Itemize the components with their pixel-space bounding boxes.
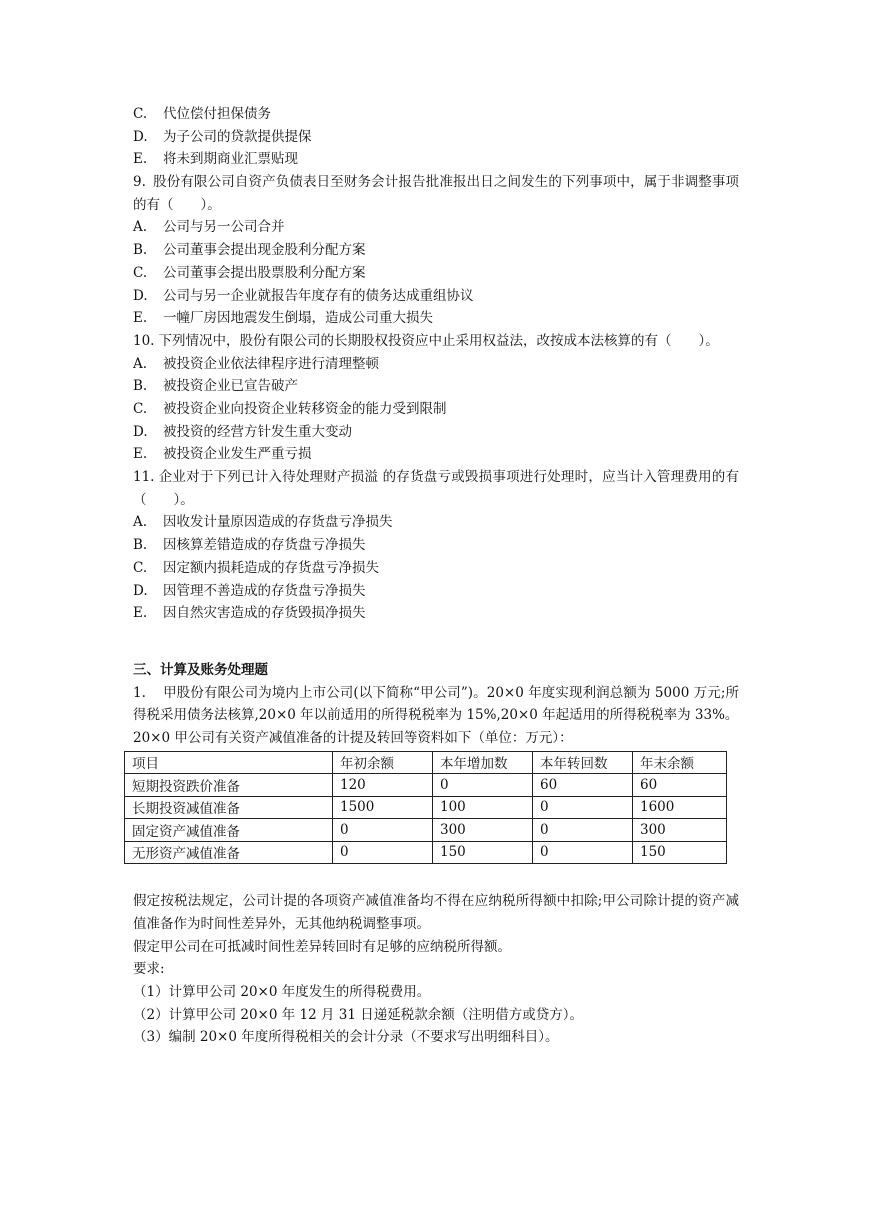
q10-option-a: A. 被投资企业依法律程序进行清理整顿: [133, 355, 379, 372]
q11-option-e: E. 因自然灾害造成的存货毁损净损失: [133, 605, 366, 622]
requirement-item: （2）计算甲公司 20×0 年 12 月 31 日递延税款余额（注明借方或贷方）。: [133, 1006, 584, 1023]
q8-option-d: D. 为子公司的贷款提供提保: [133, 128, 312, 145]
q10-option-d: D. 被投资的经营方针发生重大变动: [133, 423, 352, 440]
table-cell: 短期投资跌价准备: [125, 774, 333, 797]
table-cell: 150: [433, 841, 533, 864]
question-10-stem: 10. 下列情况中，股份有限公司的长期股权投资应中止采用权益法，改按成本法核算的有（ ）。: [133, 332, 719, 349]
section-3: [133, 659, 739, 1049]
q10-option-c: C. 被投资企业向投资企业转移资金的能力受到限制: [133, 400, 447, 417]
table-cell: 150: [633, 841, 727, 864]
table-cell: 120: [333, 774, 433, 797]
q11-option-c: C. 因定额内损耗造成的存货盘亏净损失: [133, 559, 379, 576]
table-cell: 0: [333, 841, 433, 864]
table-cell: 60: [633, 774, 727, 797]
question-11: [133, 466, 739, 625]
q8-option-c: C. 代位偿付担保债务: [133, 106, 271, 122]
table-row: [125, 819, 727, 842]
q11-option-b: B. 因核算差错造成的存货盘亏净损失: [133, 537, 366, 554]
table-cell: 1500: [333, 796, 433, 819]
table-cell: 长期投资减值准备: [125, 796, 333, 819]
assumption-taxable-income: 假定甲公司在可抵减时间性差异转回时有足够的应纳税所得额。: [133, 938, 511, 955]
table-cell: 300: [433, 819, 533, 842]
q10-option-e: E. 被投资企业发生严重亏损: [133, 446, 312, 463]
section-heading: 三、计算及账务处理题: [133, 661, 268, 678]
table-header-cell: 年末余额: [633, 751, 727, 774]
table-row: [125, 774, 727, 797]
q11-option-a: A. 因收发计量原因造成的存货盘亏净损失: [133, 514, 393, 531]
table-caption: 20×0 甲公司有关资产减值准备的计提及转回等资料如下（单位：万元）：: [133, 729, 573, 746]
q9-option-b: B. 公司董事会提出现金股利分配方案: [133, 242, 366, 259]
q9-option-d: D. 公司与另一企业就报告年度存有的债务达成重组协议: [133, 287, 474, 304]
question-9: [133, 171, 739, 330]
table-cell: 0: [333, 819, 433, 842]
table-row: [125, 841, 727, 864]
table-cell: 0: [433, 774, 533, 797]
question-10: [133, 330, 739, 466]
table-header-row: [125, 751, 727, 774]
table-cell: 固定资产减值准备: [125, 819, 333, 842]
q8-option-e: E. 将未到期商业汇票贴现: [133, 151, 298, 168]
table-header-cell: 本年转回数: [533, 751, 633, 774]
table-cell: 0: [533, 796, 633, 819]
impairment-table: [124, 751, 727, 865]
q9-option-e: E. 一幢厂房因地震发生倒塌，造成公司重大损失: [133, 310, 433, 327]
section-spacer: [133, 625, 739, 659]
table-cell: 0: [533, 819, 633, 842]
document-page: [133, 103, 739, 1049]
table-cell: 60: [533, 774, 633, 797]
table-header-cell: 年初余额: [333, 751, 433, 774]
table-row: [125, 796, 727, 819]
q11-option-d: D. 因管理不善造成的存货盘亏净损失: [133, 582, 366, 599]
table-cell: 无形资产减值准备: [125, 841, 333, 864]
requirement-item: （3）编制 20×0 年度所得税相关的会计分录（不要求写出明细科目）。: [133, 1029, 559, 1046]
table-cell: 1600: [633, 796, 727, 819]
requirement-item: （1）计算甲公司 20×0 年度发生的所得税费用。: [133, 983, 431, 1000]
assumption-tax-law: 假定按税法规定，公司计提的各项资产减值准备均不得在应纳税所得额中扣除;甲公司除计提的资产减值准备作为时间性差异外，无其他纳税调整事项。: [133, 893, 739, 932]
table-cell: 100: [433, 796, 533, 819]
question-11-stem: 11. 企业对于下列已计入待处理财产损溢 的存货盘亏或毁损事项进行处理时，应当计入管理费用的有（ ）。: [133, 469, 739, 508]
q9-option-a: A. 公司与另一公司合并: [133, 219, 285, 236]
requirements-label: 要求:: [133, 961, 165, 978]
q10-option-b: B. 被投资企业已宣告破产: [133, 378, 298, 395]
table-header-cell: 本年增加数: [433, 751, 533, 774]
table-cell: 300: [633, 819, 727, 842]
table-header-cell: 项目: [125, 751, 333, 774]
table-cell: 0: [533, 841, 633, 864]
q9-option-c: C. 公司董事会提出股票股利分配方案: [133, 264, 366, 281]
calc-question-1-intro: 1. 甲股份有限公司为境内上市公司(以下简称“甲公司”)。20×0 年度实现利润总额为 5000 万元;所得税采用债务法核算,20×0 年以前适用的所得税税率为 15%,20×0 年起适用的所得税税率为 33%。: [133, 684, 739, 724]
question-9-stem: 9. 股份有限公司自资产负债表日至财务会计报告批准报出日之间发生的下列事项中，属于非调整事项的有（ ）。: [133, 174, 739, 213]
q8-options: [133, 103, 739, 171]
